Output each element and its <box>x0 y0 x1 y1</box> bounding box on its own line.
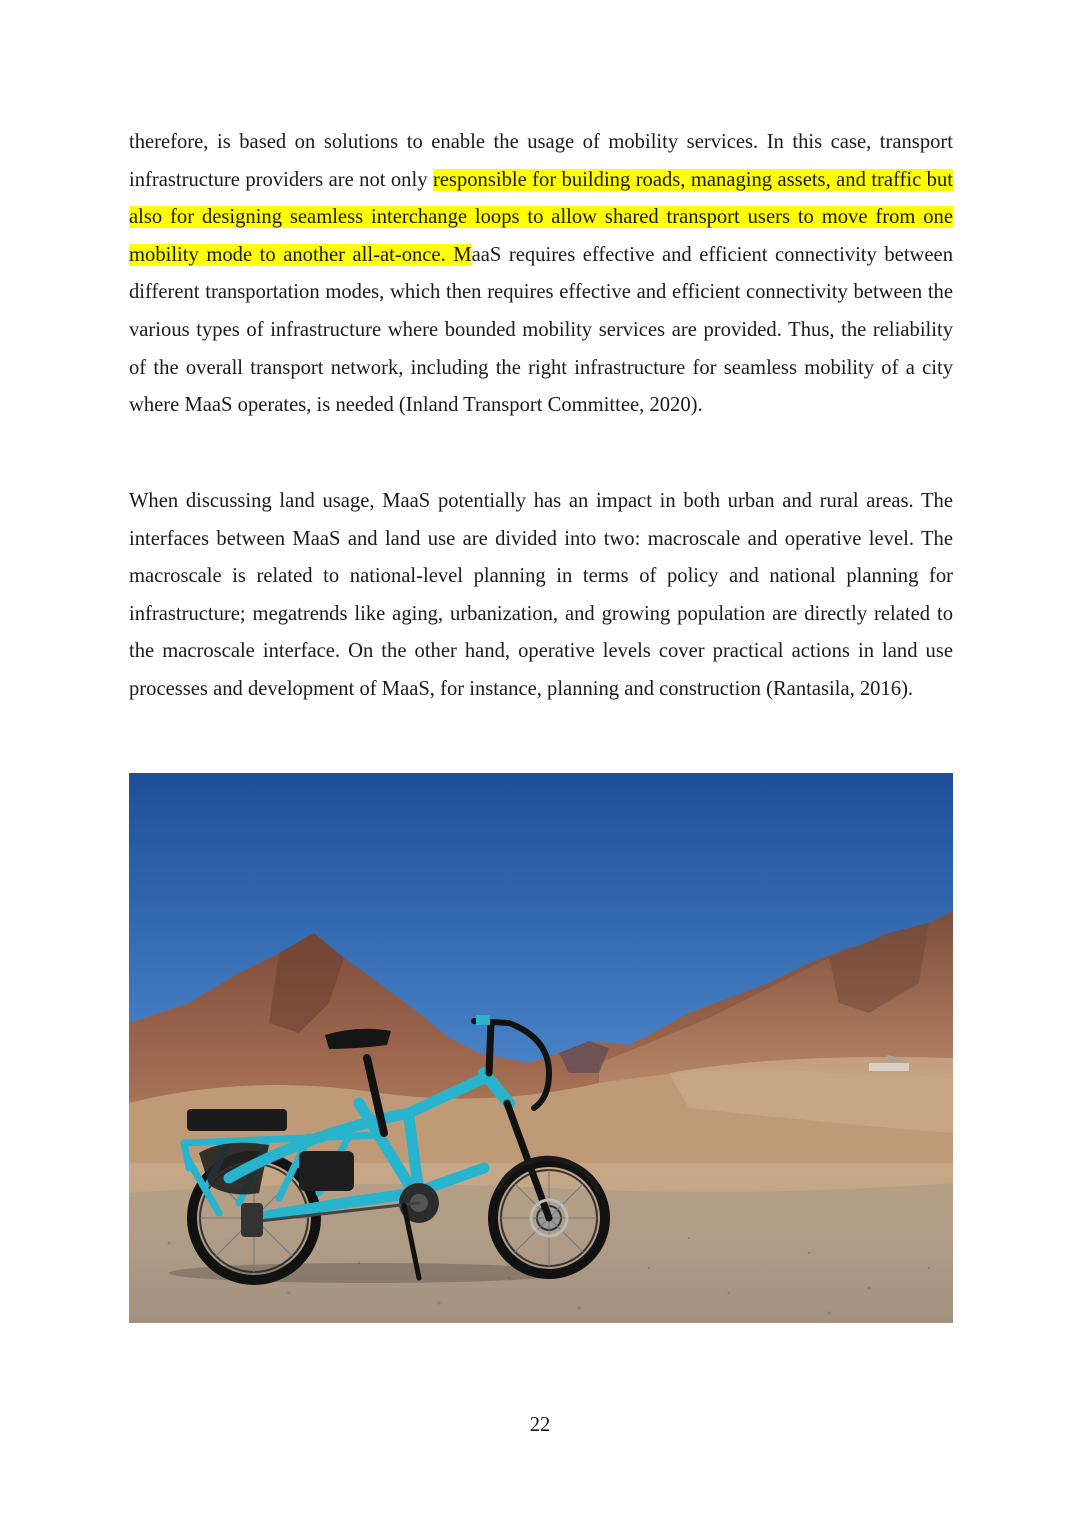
page-number: 22 <box>529 1414 551 1436</box>
paragraph-1-text-start: therefore, is based on solutions to enable the usage of mobility services. In this case, transport infrastructure providers are not only <box>129 131 953 191</box>
paragraph-1-text-end: aaS requires effective and efficient connectivity between different transportation modes, which then requires effective and efficient connectivity between the various types of infrastructure where bounded mobility services are provided. Thus, the reliability of the overall transport network, including the right infrastructure for seamless mobility of a city where MaaS operates, is needed (Inland Transport Committee, 2020). <box>129 243 953 417</box>
body-paragraph-2: When discussing land usage, MaaS potentially has an impact in both urban and rural areas. The interfaces between MaaS and land use are divided into two: macroscale and operative level. The macroscale is related to national-level planning in terms of policy and national planning for infrastructure; megatrends like aging, urbanization, and growing population are directly related to the macroscale interface. On the other hand, operative levels cover practical actions in land use processes and development of MaaS, for instance, planning and construction (Rantasila, 2016). <box>129 490 953 700</box>
cargo-ebike-photo <box>129 773 953 1323</box>
highlighted-text: responsible for building roads, managing assets, and traffic but also for designing seamless interchange loops to allow shared transport users to move from one mobility mode to another all-at-once. M <box>129 168 953 266</box>
body-paragraph-1 <box>129 124 953 425</box>
